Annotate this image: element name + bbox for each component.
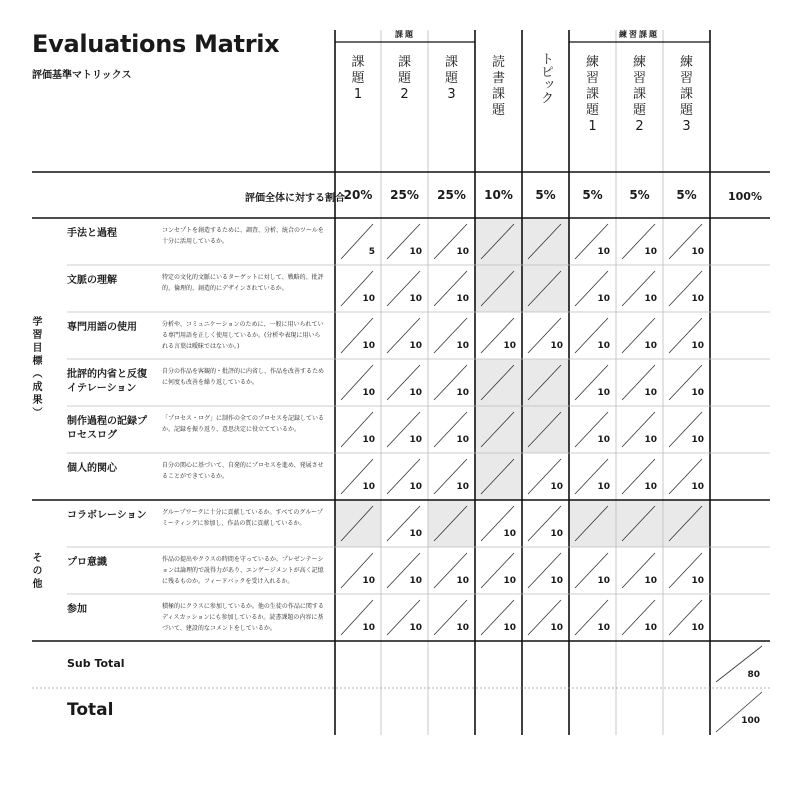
row-description: 積極的にクラスに参加しているか。他の生徒の作品に関するディスカッションにも参加しているか。読書課題の内容に基づいて、建設的なコメントをしているか。 [162,603,324,632]
score-slash [387,224,420,259]
score-slash [481,318,514,353]
score-slash [669,365,702,400]
score-value: 10 [644,482,657,492]
row-title: 批評的内省と反復イテレーション [67,369,147,394]
score-slash [341,365,373,400]
score-value: 10 [456,482,469,492]
score-slash [528,318,561,353]
percent-row-label: 評価全体に対する割合 [245,193,345,204]
score-value: 10 [456,388,469,398]
score-slash [575,271,608,306]
score-slash [575,553,608,588]
score-value: 10 [362,341,375,351]
score-value: 10 [691,341,704,351]
score-slash [669,553,702,588]
score-value: 10 [691,247,704,257]
score-slash [622,365,655,400]
row-title: 専門用語の使用 [67,322,137,333]
row-description: 特定の文化的文脈にいるターゲットに対して、戦略的、批評的、倫理的、創造的にデザインされているか。 [162,274,324,292]
score-slash [575,224,608,259]
score-value: 10 [644,294,657,304]
score-slash [669,600,702,635]
column-header: 読 書 課 題 [491,55,505,118]
row-title: プロ意識 [67,557,107,568]
score-value: 10 [503,341,516,351]
score-slash [434,318,467,353]
score-value: 10 [456,294,469,304]
score-value: 10 [550,341,563,351]
column-header: 課 題 1 [351,55,365,102]
score-value: 10 [691,482,704,492]
score-value: 10 [456,623,469,633]
score-value: 10 [597,341,610,351]
score-slash [528,506,561,541]
percent-value: 25% [390,188,419,202]
score-slash [387,600,420,635]
score-value: 10 [409,623,422,633]
score-slash [575,412,608,447]
score-value: 10 [409,529,422,539]
score-value: 10 [597,435,610,445]
score-value: 10 [362,388,375,398]
score-slash [622,224,655,259]
score-slash [387,412,420,447]
score-slash [669,318,702,353]
score-value: 10 [691,623,704,633]
score-value: 10 [362,294,375,304]
percent-total: 100% [728,190,762,203]
section-label-other: その他 [30,552,41,591]
column-header: 練 習 課 題 3 [679,55,693,134]
score-value: 10 [597,576,610,586]
score-value: 10 [456,247,469,257]
subtotal-slash [716,646,762,682]
percent-value: 5% [629,188,650,202]
score-value: 10 [597,247,610,257]
score-value: 10 [456,341,469,351]
score-slash [575,459,608,494]
score-slash [341,459,373,494]
score-value: 10 [597,623,610,633]
score-slash [387,318,420,353]
score-value: 10 [503,529,516,539]
percent-value: 10% [484,188,513,202]
column-group-label: 練習課題 [619,30,659,39]
percent-value: 20% [343,188,373,202]
score-value: 10 [503,576,516,586]
row-title: 個人的関心 [67,463,117,474]
score-value: 10 [550,623,563,633]
score-slash [622,318,655,353]
row-description: 作品の提出やクラスの時間を守っているか。プレゼンテーションは論理的で説得力があり、エンゲージメントが高く記憶に残るものか。フィードバックを受け入れるか。 [162,556,324,585]
score-value: 10 [362,623,375,633]
score-slash [575,365,608,400]
score-slash [387,365,420,400]
column-header: 練 習 課 題 2 [632,55,646,134]
score-slash [434,412,467,447]
score-slash [341,553,373,588]
score-slash [528,600,561,635]
subtotal-value: 80 [747,670,760,680]
page-subtitle: 評価基準マトリックス [32,70,132,81]
score-value: 10 [597,482,610,492]
score-slash [434,365,467,400]
score-slash [434,600,467,635]
score-value: 10 [550,482,563,492]
row-title: 参加 [67,604,87,615]
column-group-label: 課題 [395,30,415,39]
score-value: 10 [550,529,563,539]
score-value: 10 [644,623,657,633]
score-slash [669,271,702,306]
score-slash [387,506,420,541]
score-slash [575,318,608,353]
row-description: 自分の関心に基づいて、自発的にプロセスを進め、発展させることができているか。 [162,462,324,480]
score-slash [669,224,702,259]
column-header: 課 題 3 [444,55,458,102]
score-slash [481,553,514,588]
score-slash [341,224,373,259]
score-slash [528,459,561,494]
score-value: 10 [409,482,422,492]
score-value: 10 [550,576,563,586]
score-slash [434,271,467,306]
score-value: 10 [409,435,422,445]
percent-value: 25% [437,188,466,202]
score-value: 10 [644,341,657,351]
score-slash [434,224,467,259]
score-value: 10 [597,388,610,398]
score-slash [341,412,373,447]
row-title: 手法と過程 [67,228,117,239]
score-slash [434,459,467,494]
score-slash [387,553,420,588]
percent-value: 5% [582,188,603,202]
score-value: 10 [409,341,422,351]
percent-value: 5% [535,188,556,202]
score-value: 10 [644,435,657,445]
score-slash [387,271,420,306]
total-label: Total [67,700,114,720]
total-value: 100 [741,716,760,726]
row-title: 文脈の理解 [67,275,117,286]
score-value: 10 [503,623,516,633]
row-title: 制作過程の記録プロセスログ [67,416,147,441]
row-description: コンセプトを創造するために、調査、分析、統合のツールを十分に活用しているか。 [162,227,324,245]
score-slash [528,553,561,588]
row-description: グループワークに十分に貢献しているか。すべてのグループミーティングに参加し、作品の質に貢献しているか。 [162,509,323,527]
score-value: 10 [362,482,375,492]
score-slash [622,553,655,588]
section-label-learning: 学習目標（成果） [30,316,41,420]
score-value: 10 [409,247,422,257]
row-description: 自分の作品を客観的・批評的に内省し、作品を改善するために何度も改善を繰り返しているか。 [162,368,325,386]
score-slash [575,600,608,635]
column-header: 課 題 2 [397,55,411,102]
score-value: 10 [456,435,469,445]
score-slash [622,600,655,635]
row-title: コラボレーション [67,510,147,521]
score-slash [341,600,373,635]
score-slash [622,412,655,447]
score-slash [669,459,702,494]
column-header: 練 習 課 題 1 [585,55,599,134]
score-slash [481,506,514,541]
score-slash [341,318,373,353]
score-value: 10 [409,388,422,398]
score-slash [341,271,373,306]
score-value: 10 [362,576,375,586]
score-value: 10 [691,576,704,586]
row-description: 「プロセス・ログ」に制作の全てのプロセスを記録しているか。記録を振り返り、意思決定に役立てているか。 [162,415,325,433]
score-value: 10 [362,435,375,445]
score-value: 10 [409,294,422,304]
page-title: Evaluations Matrix [32,30,280,58]
subtotal-label: Sub Total [67,657,125,670]
score-value: 10 [456,576,469,586]
score-value: 10 [644,388,657,398]
score-value: 10 [691,388,704,398]
score-slash [669,412,702,447]
row-description: 分析や、コミュニケーションのために、一般に用いられている専門用語を正しく使用しているか。(分析や表現に用いられる言葉は曖昧ではないか。) [162,321,324,350]
score-value: 10 [644,576,657,586]
score-value: 5 [368,247,375,257]
score-slash [481,600,514,635]
score-slash [434,553,467,588]
score-value: 10 [691,294,704,304]
percent-value: 5% [676,188,697,202]
score-slash [622,459,655,494]
score-value: 10 [409,576,422,586]
score-value: 10 [597,294,610,304]
score-value: 10 [691,435,704,445]
total-slash [716,692,762,732]
column-header: トピック [538,52,553,104]
score-slash [387,459,420,494]
score-slash [622,271,655,306]
score-value: 10 [644,247,657,257]
